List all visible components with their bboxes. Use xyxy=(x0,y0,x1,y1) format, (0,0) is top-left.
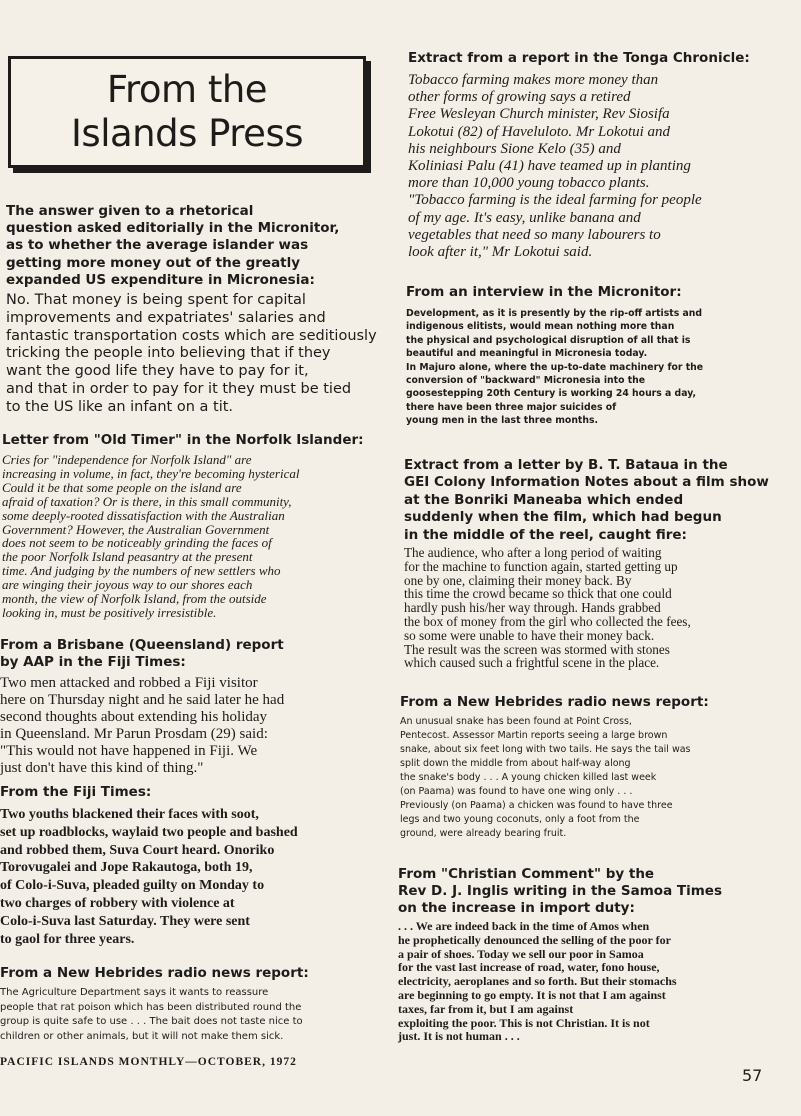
item-body: Two men attacked and robbed a Fiji visitor here on Thursday night and he said later he had second thoughts about extending his holiday in Queensland. Mr Parun Prosdam (29) said: "This would not have happened in Fiji. We just don't have this kind of thing." xyxy=(0,675,285,776)
item-norfolk-letter xyxy=(2,432,382,620)
item-heading: From a New Hebrides radio news report: xyxy=(0,965,309,981)
page-number: 57 xyxy=(742,1066,763,1085)
item-christian-comment xyxy=(398,866,792,1044)
item-body: . . . We are indeed back in the time of Amos when he prophetically denounced the selling of the poor for a pair of shoes. Today we sell our poor in Samoa for the vast last increase of road, water, fono house, electricity, aeroplanes and so forth. But their stomachs are beginning to go empty. It is not that I am against taxes, far from it, but I am against exploiting the poor. This is not Christian. It is not just. It is not human . . . xyxy=(398,919,677,1044)
item-new-hebrides-rat-poison xyxy=(0,965,382,1044)
item-heading: Extract from a letter by B. T. Bataua in the GEI Colony Information Notes about a film show at the Bonriki Maneaba which ended suddenly when the film, which had begun in the middle of the reel, caught fire: xyxy=(404,457,769,543)
item-micronitor-interview xyxy=(406,284,792,428)
item-gei-letter xyxy=(404,457,792,670)
title-box xyxy=(8,56,366,168)
item-new-hebrides-snake xyxy=(400,694,792,841)
item-tonga-chronicle xyxy=(408,50,792,261)
item-body: Cries for "independence for Norfolk Island" are increasing in volume, in fact, they're becoming hysterical Could it be that some people on the island are afraid of taxation? Or is there, in this small community, some deeply-rooted dissatisfaction with the Australian Government? However, the Australian Government does not seem to be noticeably grinding the faces of the poor Norfolk Island peasantry at the present time. And judging by the numbers of new settlers who are winging their joyous way to our shores each month, the view of Norfolk Island, from the outside looking in, must be positively irresistible. xyxy=(2,452,300,620)
page-title: From the Islands Press xyxy=(71,68,303,155)
item-body: Tobacco farming makes more money than other forms of growing says a retired Free Wesleyan Church minister, Rev Siosifa Lokotui (82) of Haveluloto. Mr Lokotui and his neighbours Sione Kelo (35) and Koliniasi Palu (41) have teamed up in planting more than 10,000 young tobacco plants. "Tobacco farming is the ideal farming for people of my age. It's easy, unlike banana and vegetables that need so many labourers to look after it," Mr Lokotui said. xyxy=(408,72,702,261)
item-heading: From "Christian Comment" by the Rev D. J. Inglis writing in the Samoa Times on the increase in import duty: xyxy=(398,866,722,916)
item-body: Development, as it is presently by the rip-off artists and indigenous elitists, would mean nothing more than the physical and psychological disruption of all that is beautiful and meaningful in Micronesia today. In Majuro alone, where the up-to-date machinery for the conversion of "backward" Micronesia into the goosestepping 20th Century is working 24 hours a day, there have been three major suicides of young men in the last three months. xyxy=(406,308,704,427)
item-heading: The answer given to a rhetorical question asked editorially in the Micronitor, as to whether the average islander was getting more money out of the greatly expanded US expenditure in Micronesia: xyxy=(6,203,340,288)
item-heading: From the Fiji Times: xyxy=(0,784,152,800)
item-heading: Letter from "Old Timer" in the Norfolk Islander: xyxy=(2,432,364,448)
item-micronitor-editorial xyxy=(6,203,382,417)
item-body: No. That money is being spent for capital improvements and expatriates' salaries and fantastic transportation costs which are seditiously tricking the people into believing that if they want the good life they have to pay for it, and that in order to pay for it they must be tied to the US like an infant on a tit. xyxy=(6,292,377,415)
item-fiji-times xyxy=(0,784,382,948)
item-heading: From a New Hebrides radio news report: xyxy=(400,694,709,710)
item-body: Two youths blackened their faces with soot, set up roadblocks, waylaid two people and bashed and robbed them, Suva Court heard. Onoriko Torovugalei and Jope Rakautoga, both 19, of Colo-i-Suva, pleaded guilty on Monday to two charges of robbery with violence at Colo-i-Suva last Saturday. They were sent to gaol for three years. xyxy=(0,807,298,947)
item-heading: Extract from a report in the Tonga Chronicle: xyxy=(408,50,750,66)
item-body: The Agriculture Department says it wants to reassure people that rat poison which has been distributed round the group is quite safe to use . . . The bait does not taste nice to children or other animals, but it will not make them sick. xyxy=(0,987,303,1042)
item-body: The audience, who after a long period of waiting for the machine to function again, started getting up one by one, claiming their money back. By this time the crowd became so thick that one could hardly push his/her way through. Hands grabbed the box of money from the girl who collected the fees, so some were unable to have their money back. The result was the screen was stormed with stones which caused such a frightful scene in the place. xyxy=(404,545,691,671)
item-heading: From an interview in the Micronitor: xyxy=(406,284,682,300)
item-body: An unusual snake has been found at Point Cross, Pentecost. Assessor Martin reports seeing a large brown snake, about six feet long with two tails. He says the tail was split down the middle from about half-way along the snake's body . . . A young chicken killed last week (on Paama) was found to have one wing only . . . Previously (on Paama) a chicken was found to have three legs and two young coconuts, only a foot from the ground, were already bearing fruit. xyxy=(400,716,691,839)
item-brisbane-report xyxy=(0,637,382,777)
item-heading: From a Brisbane (Queensland) report by AAP in the Fiji Times: xyxy=(0,637,284,670)
page-footer: PACIFIC ISLANDS MONTHLY—OCTOBER, 1972 xyxy=(0,1056,297,1068)
